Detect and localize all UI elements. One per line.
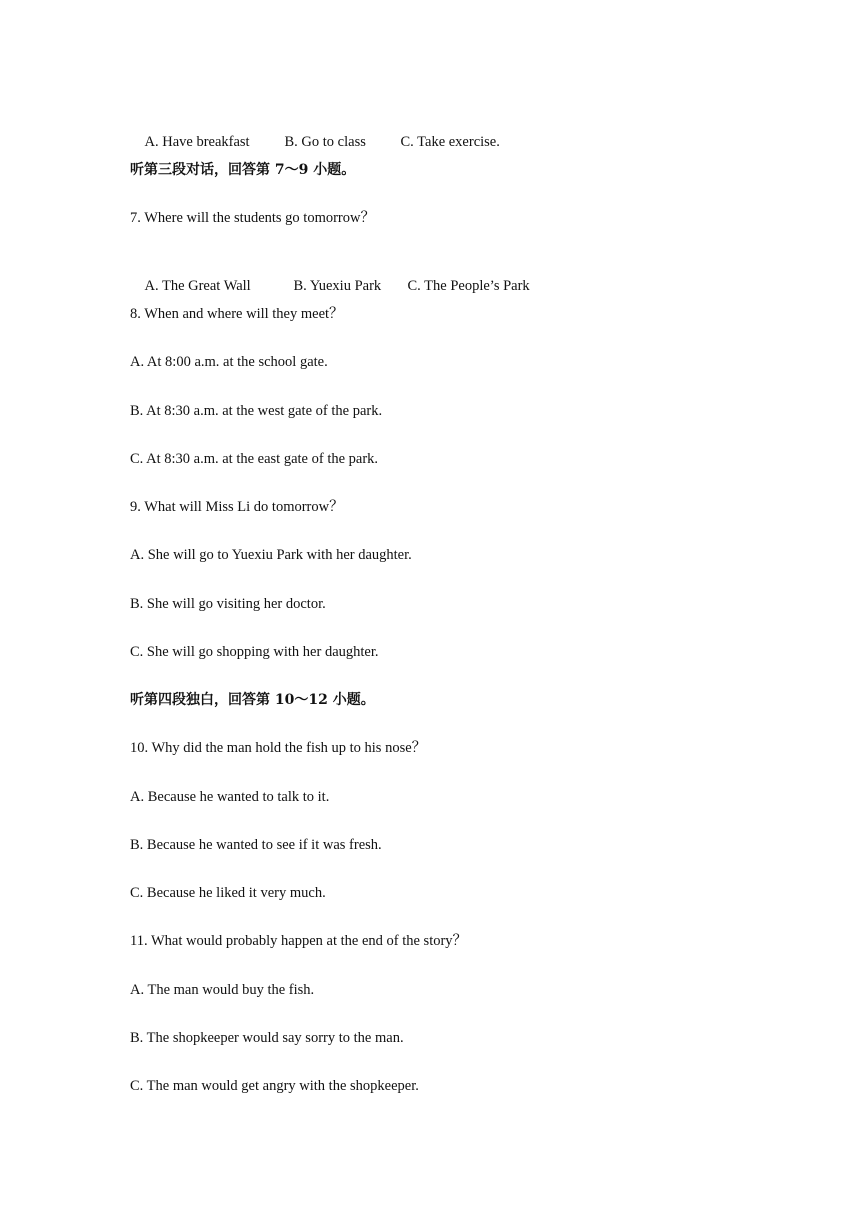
section4-heading: 听第四段独白，回答第 10～12 小题。 [130, 692, 375, 708]
q8-option-b: B. At 8:30 a.m. at the west gate of the park. [130, 403, 383, 419]
q6-option-c: C. Take exercise. [400, 134, 500, 150]
q11-option-a: A. The man would buy the fish. [130, 982, 315, 998]
q10-question: 10. Why did the man hold the fish up to his nose？ [130, 740, 427, 756]
q10-option-a: A. Because he wanted to talk to it. [130, 789, 330, 805]
q9-option-a: A. She will go to Yuexiu Park with her daughter. [130, 547, 412, 563]
q8-question: 8. When and where will they meet？ [130, 306, 344, 322]
q8-option-a: A. At 8:00 a.m. at the school gate. [130, 354, 328, 370]
q9-option-b: B. She will go visiting her doctor. [130, 596, 326, 612]
q11-option-b: B. The shopkeeper would say sorry to the man. [130, 1030, 404, 1046]
q8-option-c: C. At 8:30 a.m. at the east gate of the park. [130, 451, 379, 467]
q7-question: 7. Where will the students go tomorrow？ [130, 210, 375, 226]
q7-option-b: B. Yuexiu Park [293, 278, 382, 294]
q6-option-b: B. Go to class [284, 134, 366, 150]
section3-heading: 听第三段对话，回答第 7～9 小题。 [130, 162, 356, 178]
q11-question: 11. What would probably happen at the end of the story？ [130, 933, 468, 949]
q9-question: 9. What will Miss Li do tomorrow？ [130, 499, 344, 515]
q9-option-c: C. She will go shopping with her daughter. [130, 644, 379, 660]
q11-option-c: C. The man would get angry with the shopkeeper. [130, 1078, 419, 1094]
q7-option-c: C. The People’s Park [407, 278, 530, 294]
q10-option-c: C. Because he liked it very much. [130, 885, 326, 901]
q7-option-a: A. The Great Wall [144, 278, 251, 294]
q6-option-a: A. Have breakfast [144, 134, 250, 150]
q10-option-b: B. Because he wanted to see if it was fresh. [130, 837, 382, 853]
